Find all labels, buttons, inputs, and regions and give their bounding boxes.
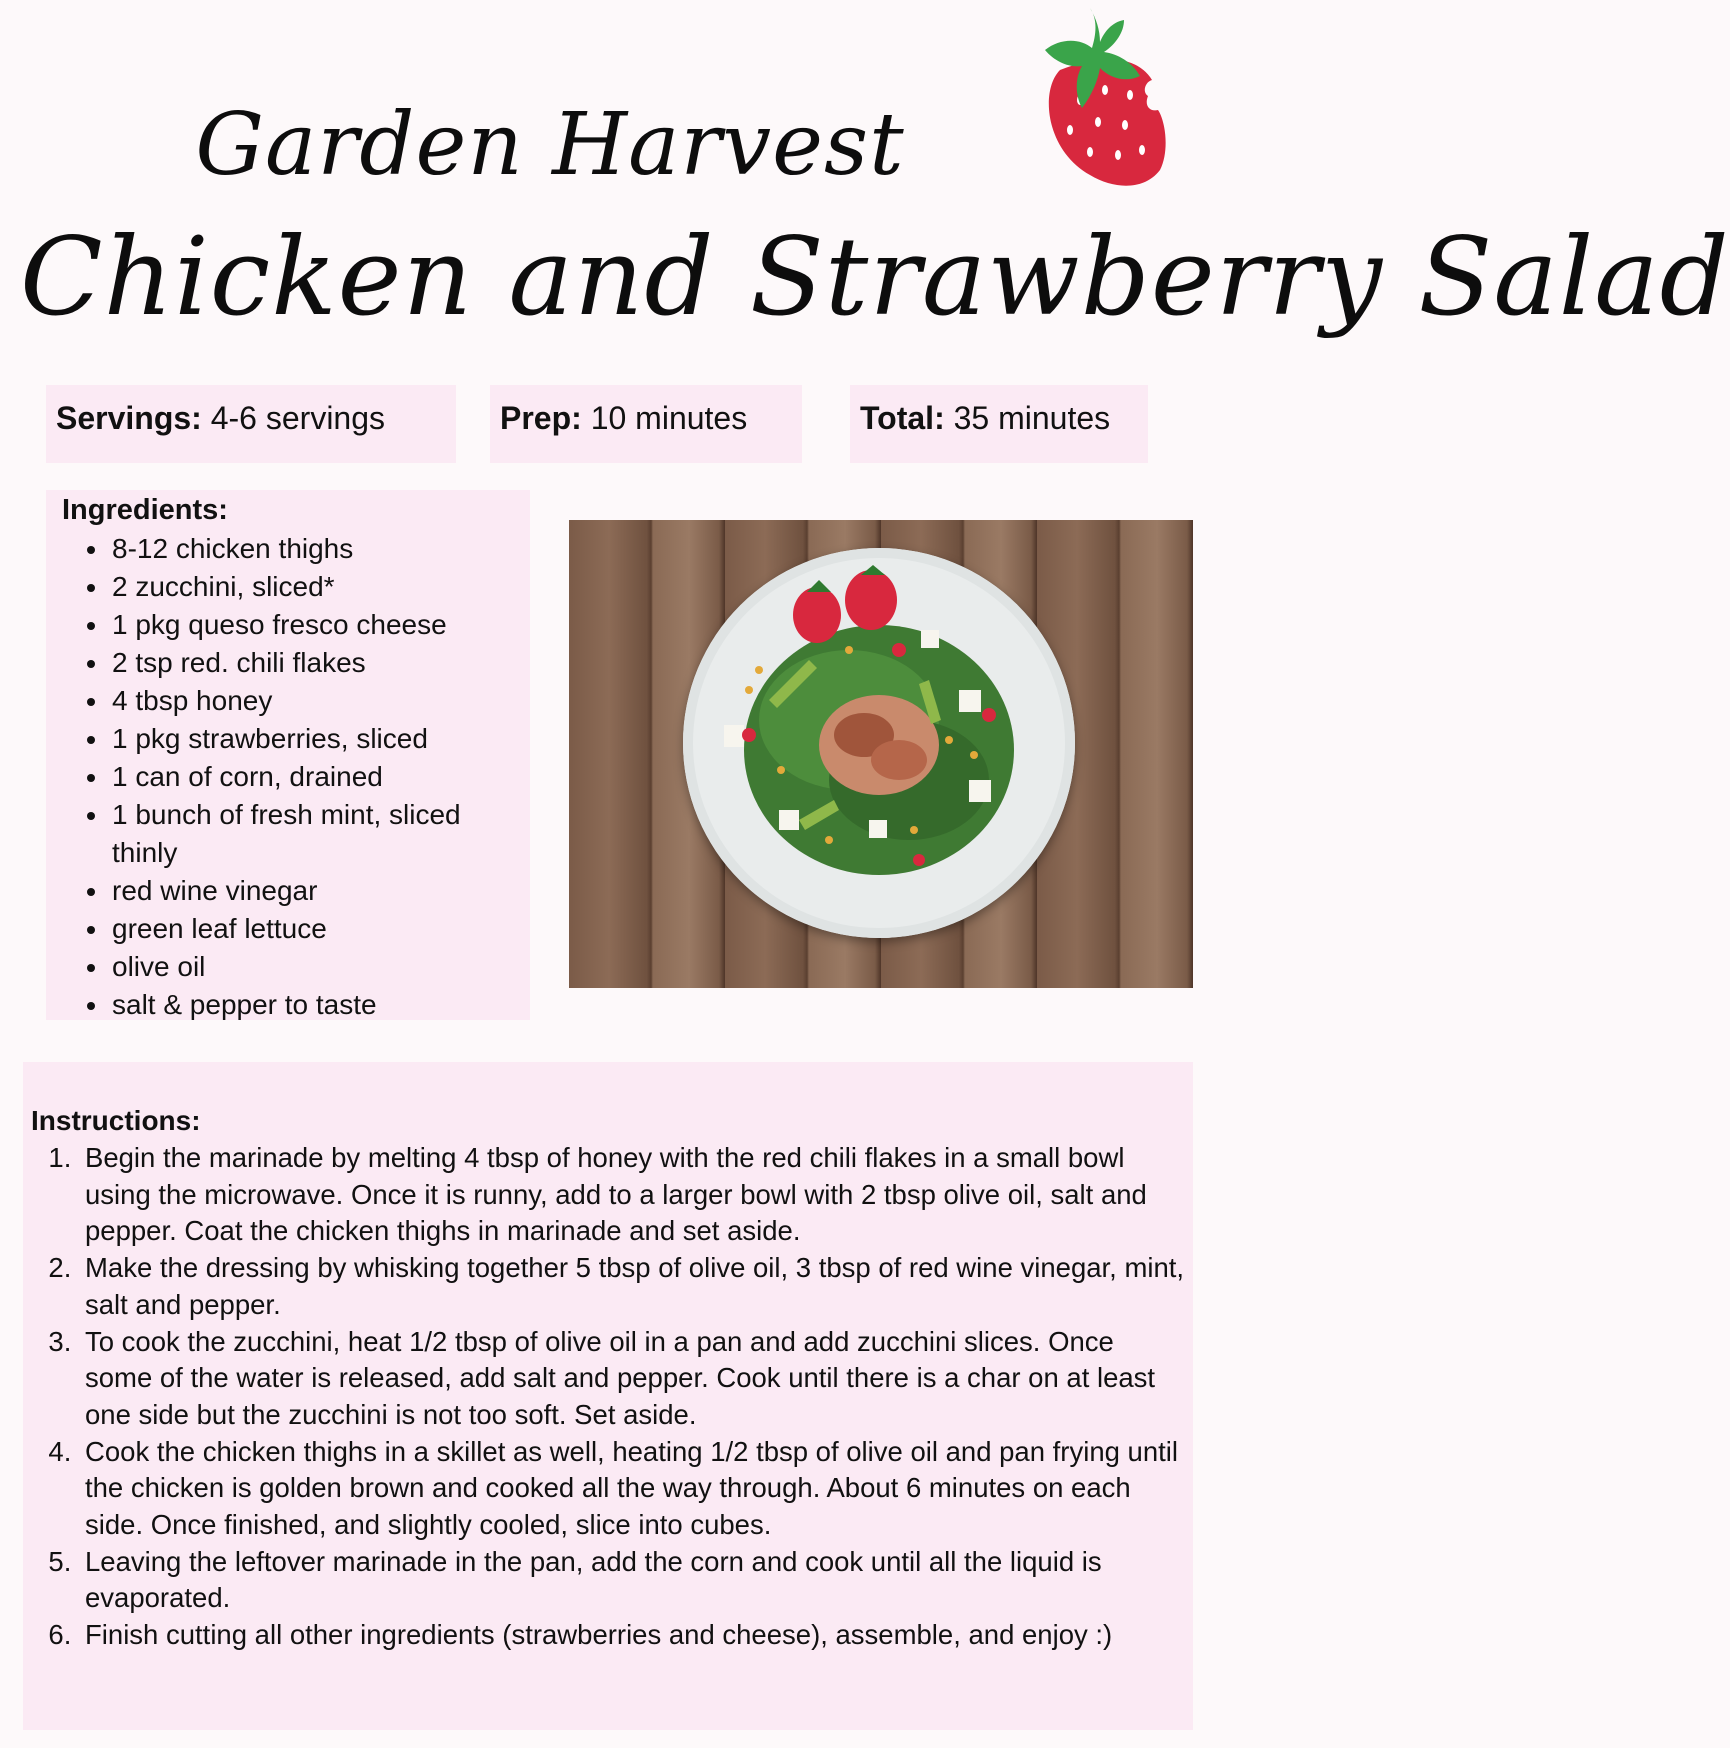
ingredients-heading: Ingredients:: [62, 494, 228, 526]
ingredients-panel: [46, 490, 530, 1020]
total-value: 35 minutes: [944, 400, 1111, 436]
salad-photo: [569, 520, 1193, 988]
ingredient-item: • 1 bunch of fresh mint, sliced thinly: [110, 796, 520, 872]
ingredient-item: • olive oil: [110, 948, 520, 986]
ingredients-list: [62, 530, 520, 1024]
instruction-step: 5. Leaving the leftover marinade in the pan, add the corn and cook until all the liquid is evaporated.: [79, 1544, 1185, 1617]
instruction-step: 1. Begin the marinade by melting 4 tbsp of honey with the red chili flakes in a small bowl using the microwave. Once it is runny, add to a larger bowl with 2 tbsp olive oil, salt and pepper. Coat the chicken thighs in marinade and set aside.: [79, 1140, 1185, 1250]
total-time-box: [850, 385, 1148, 463]
instructions-list: [31, 1140, 1185, 1654]
strawberry-icon: [1020, 0, 1180, 200]
recipe-subtitle: Garden Harvest: [195, 95, 905, 195]
ingredient-item: • 1 pkg strawberries, sliced: [110, 720, 520, 758]
instruction-step: 3. To cook the zucchini, heat 1/2 tbsp of olive oil in a pan and add zucchini slices. Once some of the water is released, add salt and pepper. Cook until there is a char on at least one side but the zucchini is not too soft. Set aside.: [79, 1324, 1185, 1434]
ingredient-item: • green leaf lettuce: [110, 910, 520, 948]
ingredient-item: • salt & pepper to taste: [110, 986, 520, 1024]
instruction-step: 6. Finish cutting all other ingredients (strawberries and cheese), assemble, and enjoy :): [79, 1617, 1185, 1654]
ingredient-item: • 1 pkg queso fresco cheese: [110, 606, 520, 644]
ingredient-item: • 8-12 chicken thighs: [110, 530, 520, 568]
ingredient-item: • 4 tbsp honey: [110, 682, 520, 720]
servings-box: [46, 385, 456, 463]
prep-time-box: [490, 385, 802, 463]
prep-label: Prep:: [500, 400, 582, 436]
servings-value: 4-6 servings: [201, 400, 386, 436]
instruction-step: 4. Cook the chicken thighs in a skillet as well, heating 1/2 tbsp of olive oil and pan frying until the chicken is golden brown and cooked all the way through. About 6 minutes on each side. Once finished, and slightly cooled, slice into cubes.: [79, 1434, 1185, 1544]
ingredient-item: • 2 tsp red. chili flakes: [110, 644, 520, 682]
servings-label: Servings:: [56, 400, 202, 436]
salad-illustration: [569, 520, 1193, 988]
instructions-panel: [23, 1062, 1193, 1730]
instruction-step: 2. Make the dressing by whisking together 5 tbsp of olive oil, 3 tbsp of red wine vinegar, mint, salt and pepper.: [79, 1250, 1185, 1323]
prep-value: 10 minutes: [581, 400, 748, 436]
recipe-title: Chicken and Strawberry Salad: [20, 215, 1730, 340]
instructions-heading: Instructions:: [31, 1105, 201, 1136]
total-label: Total:: [860, 400, 945, 436]
ingredient-item: • red wine vinegar: [110, 872, 520, 910]
ingredient-item: • 1 can of corn, drained: [110, 758, 520, 796]
ingredient-item: • 2 zucchini, sliced*: [110, 568, 520, 606]
